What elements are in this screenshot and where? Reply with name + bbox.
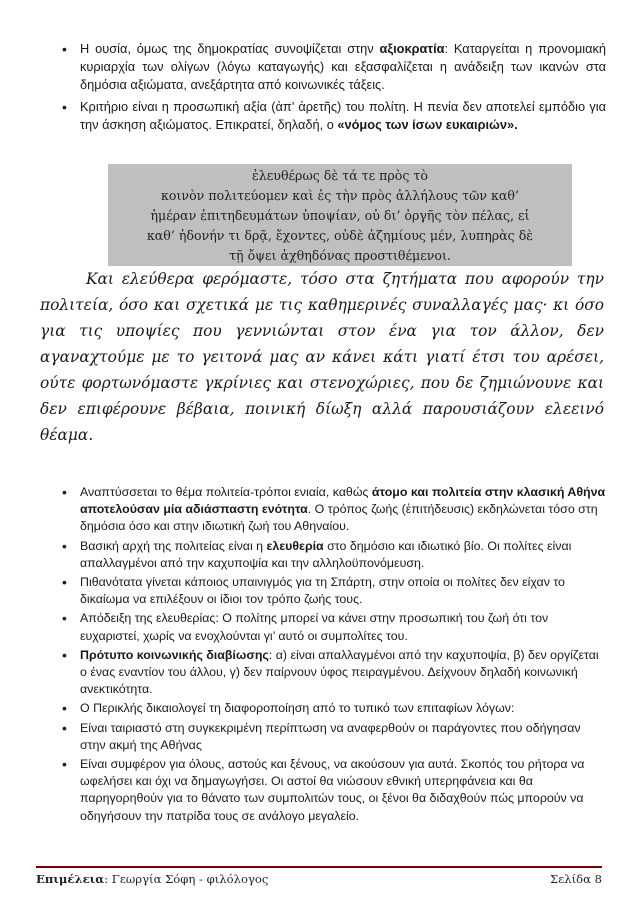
bullet-item: • Πιθανότατα γίνεται κάποιος υπαινιγμός για τη Σπάρτη, στην οποία οι πολίτες δεν είχαν το δικαίωμα να επιλέξουν οι ίδιοι τον τρόπο ζωής τους. xyxy=(58,574,606,608)
bold-term: Πρότυπο κοινωνικής διαβίωσης xyxy=(80,647,269,662)
footer-author: : Γεωργία Σόφη - φιλόλογος xyxy=(104,872,269,886)
bold-term: ελευθερία xyxy=(266,538,324,553)
bullet-item: • Είναι ταιριαστό στη συγκεκριμένη περίπτωση να αναφερθούν οι παράγοντες που οδήγησαν στην ακμή της Αθήνας xyxy=(58,720,606,754)
greek-line: ἡμέραν ἐπιτηδευμάτων ὑποψίαν, οὐ δι’ ὀργῆς τὸν πέλας, εἰ xyxy=(150,208,530,223)
page-footer xyxy=(36,872,602,886)
greek-line: κοινὸν πολιτεύομεν καὶ ἐς τὴν πρὸς ἀλλήλους τῶν καθ’ xyxy=(161,188,519,203)
page-number: Σελίδα 8 xyxy=(550,872,602,886)
bullet-item: • Πρότυπο κοινωνικής διαβίωσης: α) είναι απαλλαγμένοι από την καχυποψία, β) δεν οργίζεται ο ένας εναντίον του άλλου, γ) δεν παίρνουν ύφος πειραγμένου. Δείχνουν δηλαδή κοινωνική ανεκτικότητα. xyxy=(58,647,606,699)
greek-line: ἐλευθέρως δὲ τά τε πρὸς τὸ xyxy=(252,168,428,183)
bold-term: άτομο και πολιτεία στην κλασική Αθήνα αποτελούσαν μία αδιάσπαστη ενότητα xyxy=(80,485,606,517)
bullet-item: • Η ουσία, όμως της δημοκρατίας συνοψίζεται στην αξιοκρατία: Καταργείται η προνομιακή κυριαρχία των ολίγων (λόγω καταγωγής) και εξασφαλίζεται η ανάδειξη των ικανών στα δημόσια αξιώματα, ανεξάρτητα από κοινωνικές τάξεις. xyxy=(58,40,606,95)
ancient-greek-excerpt xyxy=(108,164,572,266)
bold-term: «νόμος των ίσων ευκαιριών». xyxy=(337,116,518,132)
bullet-item: • Αναπτύσσεται το θέμα πολιτεία-τρόποι ενιαία, καθώς άτομο και πολιτεία στην κλασική Αθήνα αποτελούσαν μία αδιάσπαστη ενότητα. Ο τρόπος ζωής (ἐπιτήδευσις) εκδηλώνεται τόσο στη δημόσια όσο και στην ιδιωτική ζωή του Αθηναίου. xyxy=(58,484,606,536)
footer-rule xyxy=(36,866,602,868)
translation-text: Και ελεύθερα φερόμαστε, τόσο στα ζητήματα που αφορούν την πολιτεία, όσο και σχετικά με τις καθημερινές συναλλαγές μας· κι όσο για τις υποψίες που γεννιώνται στον ένα για τον άλλον, δεν αγαναχτούμε με το γειτονά μας αν κάνει κάτι γιατί έτσι του αρέσει, ούτε φορτωνόμαστε γκρίνιες και στενοχώριες, που δε ζημιώνουνε και δεν επιφέρουνε βέβαια, ποινική δίωξη αλλά παρουσιάζουν ελεεινό θέαμα. xyxy=(40,270,604,444)
top-bullet-list xyxy=(58,40,606,137)
bullet-item: • Είναι συμφέρον για όλους, αστούς και ξένους, να ακούσουν για αυτά. Σκοπός του ρήτορα να ωφελήσει και όχι να δημαγωγήσει. Οι αστοί θα νιώσουν εθνική υπερηφάνεια και θα παρηγορηθούν για το θάνατο των συμπολιτών τους, οι ξένοι θα διδαχθούν πώς μπορούν να οδηγήσουν την πατρίδα τους σε ανάλογο μεγαλείο. xyxy=(58,756,606,825)
greek-line: καθ’ ἡδονήν τι δρᾷ, ἔχοντες, οὐδὲ ἀζημίους μέν, λυπηρὰς δὲ xyxy=(146,228,534,243)
bottom-bullet-list xyxy=(58,484,606,827)
bullet-item: • Βασική αρχή της πολιτείας είναι η ελευθερία στο δημόσιο και ιδιωτικό βίο. Οι πολίτες είναι απαλλαγμένοι από την καχυποψία και την αλληλοϋπονόμευση. xyxy=(58,538,606,572)
bold-term: αξιοκρατία xyxy=(379,41,445,56)
translation-paragraph xyxy=(40,266,604,448)
bullet-item: • Απόδειξη της ελευθερίας: Ο πολίτης μπορεί να κάνει στην προσωπική του ζωή ότι τον ευχαριστεί, χωρίς να ενοχλούνται γι’ αυτό οι συμπολίτες του. xyxy=(58,610,606,644)
bullet-item: • Κριτήριο είναι η προσωπική αξία (ἀπ’ ἀρετῆς) του πολίτη. Η πενία δεν αποτελεί εμπόδιο για την άσκηση αξιώματος. Επικρατεί, δηλαδή, ο «νόμος των ίσων ευκαιριών». xyxy=(58,98,606,134)
bullet-item: • Ο Περικλής δικαιολογεί τη διαφοροποίηση από το τυπικό των επιταφίων λόγων: xyxy=(58,700,606,717)
footer-label: Επιμέλεια xyxy=(36,872,105,886)
greek-line: τῇ ὄψει ἀχθηδόνας προστιθέμενοι. xyxy=(229,248,451,263)
